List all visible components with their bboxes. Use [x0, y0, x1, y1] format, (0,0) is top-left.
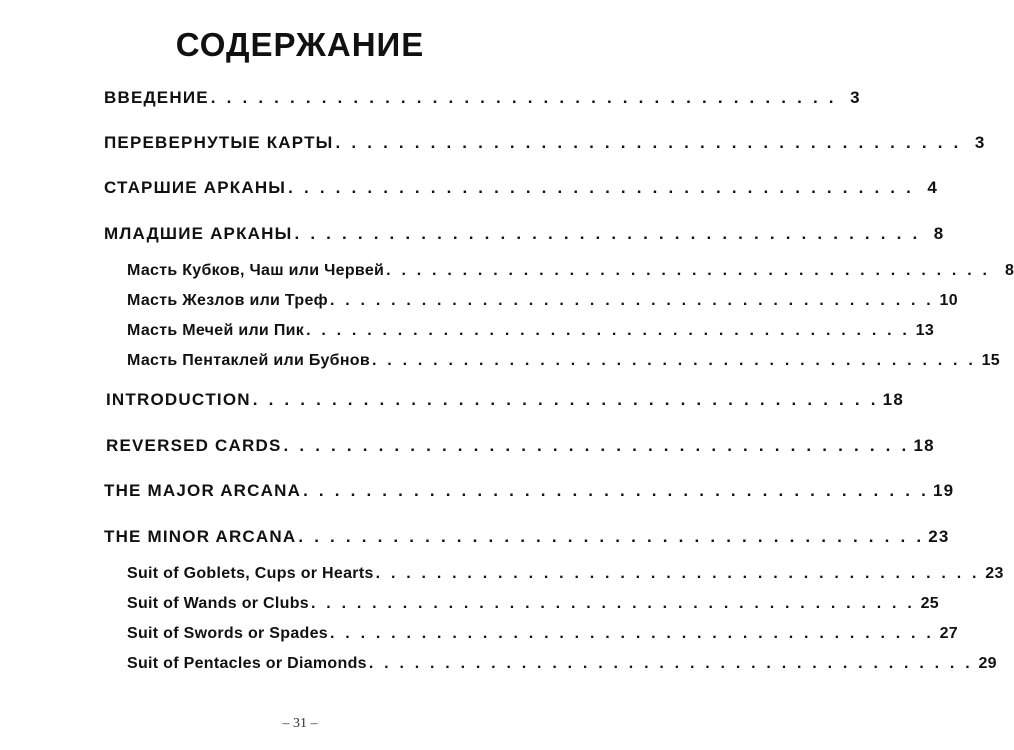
dot-leader: . . . . . . . . . . . . . . . . . . . . . . . . . . . . . . . . . . . . . . . . — [283, 436, 910, 455]
toc-entry-major-arcana-ru[interactable] — [104, 178, 939, 198]
page-title: СОДЕРЖАНИЕ — [175, 26, 425, 63]
dot-leader: . . . . . . . . . . . . . . . . . . . . . . . . . . . . . . . . . . . . . . . . — [306, 322, 911, 339]
toc-entry-page: 19 — [933, 481, 955, 500]
dot-leader: . . . . . . . . . . . . . . . . . . . . . . . . . . . . . . . . . . . . . . . . — [368, 655, 973, 672]
toc-entry-label: INTRODUCTION — [106, 390, 251, 409]
dot-leader: . . . . . . . . . . . . . . . . . . . . . . . . . . . . . . . . . . . . . . . . — [329, 292, 934, 309]
dot-leader: . . . . . . . . . . . . . . . . . . . . . . . . . . . . . . . . . . . . . . . . — [294, 224, 921, 243]
toc-entry-page: 8 — [1004, 262, 1014, 279]
toc-entry-label: Масть Мечей или Пик — [127, 322, 305, 339]
dot-leader: . . . . . . . . . . . . . . . . . . . . . . . . . . . . . . . . . . . . . . . . — [311, 595, 915, 612]
dot-leader: . . . . . . . . . . . . . . . . . . . . . . . . . . . . . . . . . . . . . . . . — [330, 625, 934, 642]
toc-entry-page: 10 — [939, 292, 958, 309]
dot-leader: . . . . . . . . . . . . . . . . . . . . . . . . . . . . . . . . . . . . . . . . — [386, 262, 991, 279]
toc-entry-page: 13 — [915, 322, 935, 339]
toc-entry-page: 8 — [933, 224, 945, 243]
toc-entry-label: Масть Кубков, Чаш или Червей — [127, 262, 385, 279]
toc-entry-page: 18 — [882, 390, 904, 409]
toc-entry-page: 15 — [981, 352, 1000, 369]
toc-entry-label: МЛАДШИЕ АРКАНЫ — [104, 224, 293, 243]
toc-entry-label: Suit of Pentacles or Diamonds — [127, 655, 367, 672]
toc-entry-label: Suit of Swords or Spades — [127, 625, 329, 642]
dot-leader: . . . . . . . . . . . . . . . . . . . . . . . . . . . . . . . . . . . . . . . . — [252, 390, 879, 409]
toc-entry-suit-pentacles-ru[interactable] — [127, 352, 1000, 370]
dot-leader: . . . . . . . . . . . . . . . . . . . . . . . . . . . . . . . . . . . . . . . . — [372, 352, 976, 369]
toc-entry-page: 23 — [985, 565, 1004, 582]
toc-entry-label: Масть Пентаклей или Бубнов — [127, 352, 370, 369]
toc-entry-page: 3 — [850, 88, 861, 107]
toc-entry-label: СТАРШИЕ АРКАНЫ — [104, 178, 287, 197]
toc-entry-suit-cups[interactable] — [127, 565, 1004, 583]
toc-entry-suit-cups-ru[interactable] — [127, 262, 1014, 280]
toc-entry-label: Suit of Goblets, Cups or Hearts — [127, 565, 374, 582]
toc-entry-reversed-cards-ru[interactable] — [104, 133, 986, 153]
toc-entry-suit-swords-ru[interactable] — [127, 322, 935, 340]
toc-entry-suit-pentacles[interactable] — [127, 655, 997, 673]
toc-entry-page: 27 — [939, 625, 958, 642]
toc-entry-introduction-ru[interactable] — [104, 88, 861, 108]
toc-entry-label: Suit of Wands or Clubs — [127, 595, 309, 612]
toc-entry-minor-arcana-ru[interactable] — [104, 224, 945, 244]
dot-leader: . . . . . . . . . . . . . . . . . . . . . . . . . . . . . . . . . . . . . . . . — [335, 133, 962, 152]
toc-entry-reversed-cards[interactable] — [106, 436, 935, 456]
toc-entry-label: REVERSED CARDS — [106, 436, 282, 455]
toc-entry-introduction[interactable] — [106, 390, 904, 410]
toc-entry-page: 4 — [927, 178, 939, 197]
page-number: – 31 – — [282, 716, 318, 731]
toc-entry-page: 3 — [974, 133, 986, 152]
toc-entry-page: 29 — [978, 655, 997, 672]
toc-entry-minor-arcana[interactable] — [104, 527, 950, 547]
dot-leader: . . . . . . . . . . . . . . . . . . . . . . . . . . . . . . . . . . . . . . . . — [298, 527, 925, 546]
toc-entry-suit-wands-ru[interactable] — [127, 292, 958, 310]
toc-entry-page: 23 — [928, 527, 950, 546]
toc-entry-page: 18 — [913, 436, 935, 455]
dot-leader: . . . . . . . . . . . . . . . . . . . . . . . . . . . . . . . . . . . . . . . . — [303, 481, 930, 500]
dot-leader: . . . . . . . . . . . . . . . . . . . . . . . . . . . . . . . . . . . . . . . . — [375, 565, 980, 582]
toc-entry-label: ПЕРЕВЕРНУТЫЕ КАРТЫ — [104, 133, 334, 152]
toc-entry-major-arcana[interactable] — [104, 481, 955, 501]
toc-entry-label: THE MINOR ARCANA — [104, 527, 297, 546]
toc-entry-label: THE MAJOR ARCANA — [104, 481, 302, 500]
dot-leader: . . . . . . . . . . . . . . . . . . . . . . . . . . . . . . . . . . . . . . . . — [288, 178, 915, 197]
toc-entry-label: ВВЕДЕНИЕ — [104, 88, 209, 107]
toc-entry-page: 25 — [920, 595, 939, 612]
toc-entry-label: Масть Жезлов или Треф — [127, 292, 328, 309]
toc-entry-suit-swords[interactable] — [127, 625, 958, 643]
toc-entry-suit-wands[interactable] — [127, 595, 939, 613]
dot-leader: . . . . . . . . . . . . . . . . . . . . . . . . . . . . . . . . . . . . . . . . — [210, 88, 837, 107]
